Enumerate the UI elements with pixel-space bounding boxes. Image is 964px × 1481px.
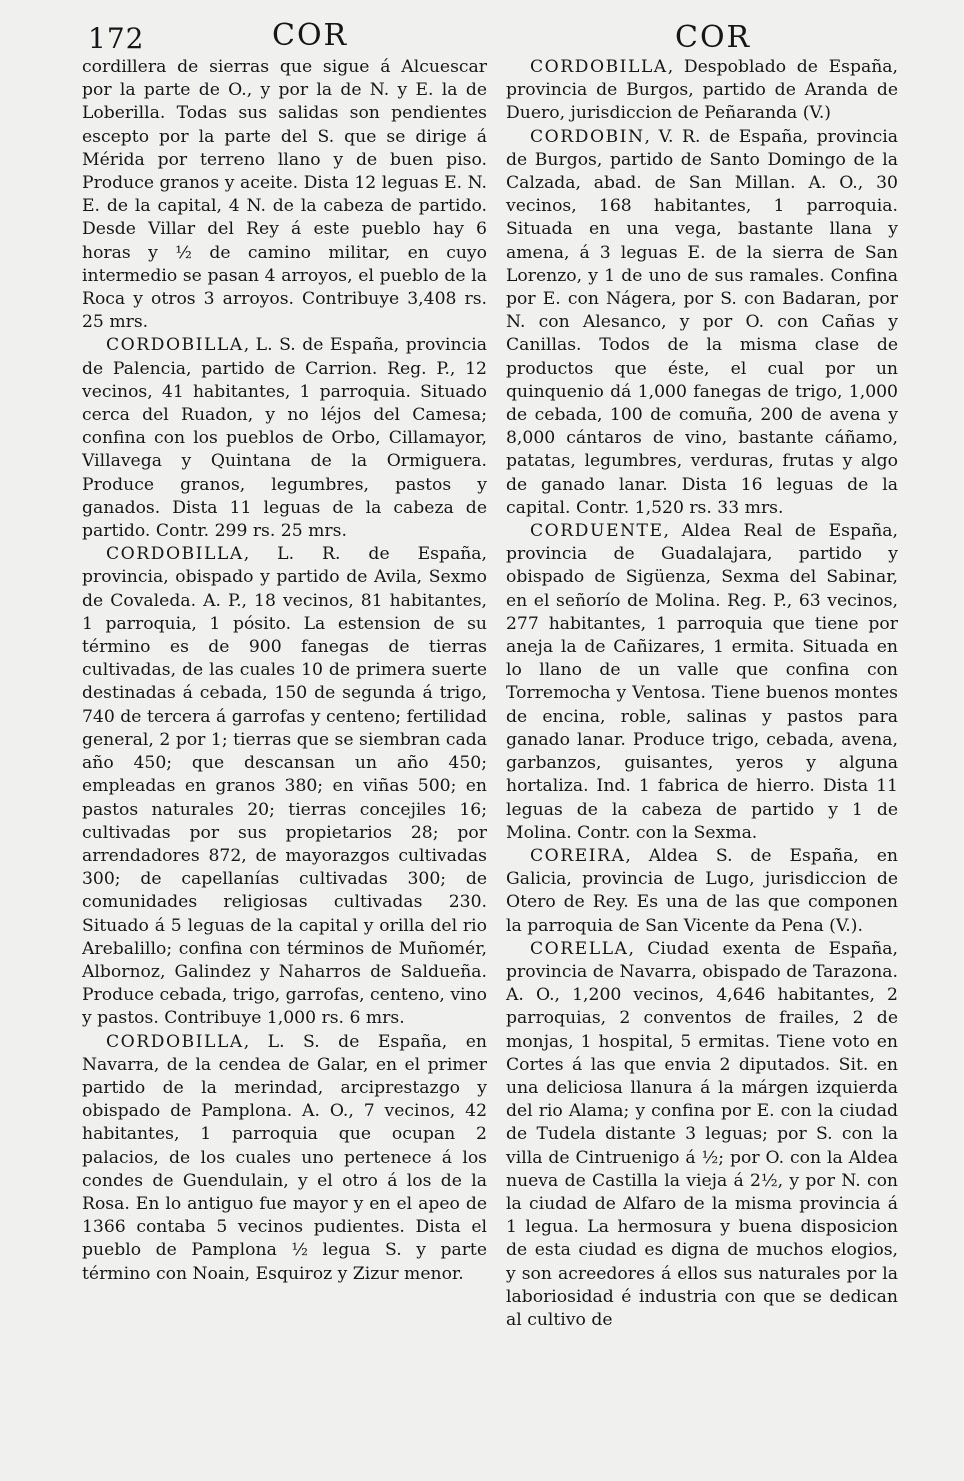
entry-text: , V. R. de España, provincia de Burgos, partido de Santo Domingo de la Calzada, abad. de San Millan. A. O., 30 vecinos, 168 habitantes, 1 parroquia. Situada en una vega, bastante llana y amena, á 3 leguas E. de la sierra de San Lorenzo, y 1 de uno de sus ramales. Confina por E. con Nágera, por S. con Badaran, por N. con Alesanco, y por O. con Cañas y Canillas. Todos de la misma clase de productos que éste, el cual por un quinquenio dá 1,000 fanegas de trigo, 1,000 de cebada, 100 de comuña, 200 de avena y 8,000 cántaros de vino, bastante cáñamo, patatas, legumbres, verduras, frutas y algo de ganado lanar. Dista 16 leguas de la capital. Contr. 1,520 rs. 33 mrs. [506, 126, 898, 518]
entry-headword: CORDUENTE [530, 521, 664, 542]
entry-headword: CORDOBILLA [106, 1031, 244, 1052]
entry-text: , L. S. de España, provincia de Palencia, partido de Carrion. Reg. P., 12 vecinos, 41 habitantes, 1 parroquia. Situado cerca del Ruadon, y no léjos del Camesa; confina con los pueblos de Orbo, Cillamayor, Villavega y Quintana de la Ormiguera. Produce granos, legumbres, pastos y ganados. Dista 11 leguas de la cabeza de partido. Contr. 299 rs. 25 mrs. [82, 335, 487, 542]
entry-text: , Despoblado de España, provincia de Burgos, partido de Aranda de Duero, jurisdiccion de Peñaranda (V.) [506, 57, 898, 124]
page-header [88, 18, 910, 58]
entry [82, 543, 487, 1030]
entry-headword: CORDOBILLA [106, 335, 244, 356]
running-head-right: COR [675, 20, 752, 55]
entry-text: , Ciudad exenta de España, provincia de Navarra, obispado de Tarazona. A. O., 1,200 vecinos, 4,646 habitantes, 2 parroquias, 2 conventos de frailes, 2 de monjas, 1 hospital, 5 ermitas. Tiene voto en Cortes á las que envia 2 diputados. Sit. en una deliciosa llanura á la márgen izquierda del rio Alama; y confina por E. con la ciudad de Tudela distante 3 leguas; por S. con la villa de Cintruenigo á ½; por O. con la Aldea nueva de Castilla la vieja á 2½, y por N. con la ciudad de Alfaro de la misma provincia á 1 legua. La hermosura y buena disposicion de esta ciudad es digna de muchos elogios, y son acreedores á ellos sus naturales por la laboriosidad é industria con que se dedican al cultivo de [506, 938, 898, 1330]
entry [82, 1031, 487, 1286]
entry [506, 938, 898, 1332]
entry-headword: CORELLA [530, 938, 629, 959]
entry-text: cordillera de sierras que sigue á Alcuescar por la parte de O., y por la de N. y E. la de Loberilla. Todas sus salidas son pendientes escepto por la parte del S. que se dirige á Mérida por terreno llano y de buen piso. Produce granos y aceite. Dista 12 leguas E. N. E. de la capital, 4 N. de la cabeza de partido. Desde Villar del Rey á este pueblo hay 6 horas y ½ de camino militar, en cuyo intermedio se pasan 4 arroyos, el pueblo de la Roca y otros 3 arroyos. Contribuye 3,408 rs. 25 mrs. [82, 57, 487, 333]
entry-headword: COREIRA [530, 845, 626, 866]
entry [82, 334, 487, 543]
entry-text: , L. R. de España, provincia, obispado y partido de Avila, Sexmo de Covaleda. A. P., 18 vecinos, 81 habitantes, 1 parroquia, 1 pósito. La estension de su término es de 900 fanegas de tierras cultivadas, de las cuales 10 de primera suerte destinadas á cebada, 150 de segunda á trigo, 740 de tercera á garrofas y centeno; fertilidad general, 2 por 1; tierras que se siembran cada año 450; que descansan un año 450; empleadas en granos 380; en viñas 500; en pastos naturales 20; tierras concejiles 16; cultivadas por sus propietarios 28; por arrendadores 872, de mayorazgos cultivadas 300; de capellanías cultivadas 300; de comunidades religiosas cultivadas 230. Situado á 5 leguas de la capital y orilla del rio Arebalillo; confina con términos de Muñomér, Albornoz, Galindez y Naharros de Saldueña. Produce cebada, trigo, garrofas, centeno, vino y pastos. Contribuye 1,000 rs. 6 mrs. [82, 544, 487, 1029]
entry-headword: CORDOBIN [530, 126, 645, 147]
entry [506, 56, 898, 126]
entry-headword: CORDOBILLA [106, 544, 244, 565]
entry [506, 845, 898, 938]
page-number: 172 [88, 22, 145, 55]
entry-text: , Aldea Real de España, provincia de Guadalajara, partido y obispado de Sigüenza, Sexma del Sabinar, en el señorío de Molina. Reg. P., 63 vecinos, 277 habitantes, 1 parroquia que tiene por aneja la de Cañizares, 1 ermita. Situada en lo llano de un valle que confina con Torremocha y Ventosa. Tiene buenos montes de encina, roble, salinas y pastos para ganado lanar. Produce trigo, cebada, avena, garbanzos, guisantes, yeros y alguna hortaliza. Ind. 1 fabrica de hierro. Dista 11 leguas de la cabeza de partido y 1 de Molina. Contr. con la Sexma. [506, 521, 898, 843]
entry [506, 126, 898, 520]
entry-continuation [82, 56, 487, 334]
left-column [82, 56, 487, 1286]
running-head-left: COR [272, 18, 349, 53]
right-column [506, 56, 898, 1332]
entry-text: , Aldea S. de España, en Galicia, provincia de Lugo, jurisdiccion de Otero de Rey. Es una de las que componen la parroquia de San Vicente da Pena (V.). [506, 845, 898, 936]
entry-text: , L. S. de España, en Navarra, de la cendea de Galar, en el primer partido de la merindad, arciprestazgo y obispado de Pamplona. A. O., 7 vecinos, 42 habitantes, 1 parroquia que ocupan 2 palacios, de los cuales uno pertenece á los condes de Guendulain, y el otro á los de la Rosa. En lo antiguo fue mayor y en el apeo de 1366 contaba 5 vecinos pudientes. Dista el pueblo de Pamplona ½ legua S. y parte término con Noain, Esquiroz y Zizur menor. [82, 1031, 487, 1284]
entry [506, 520, 898, 845]
entry-headword: CORDOBILLA [530, 57, 668, 77]
